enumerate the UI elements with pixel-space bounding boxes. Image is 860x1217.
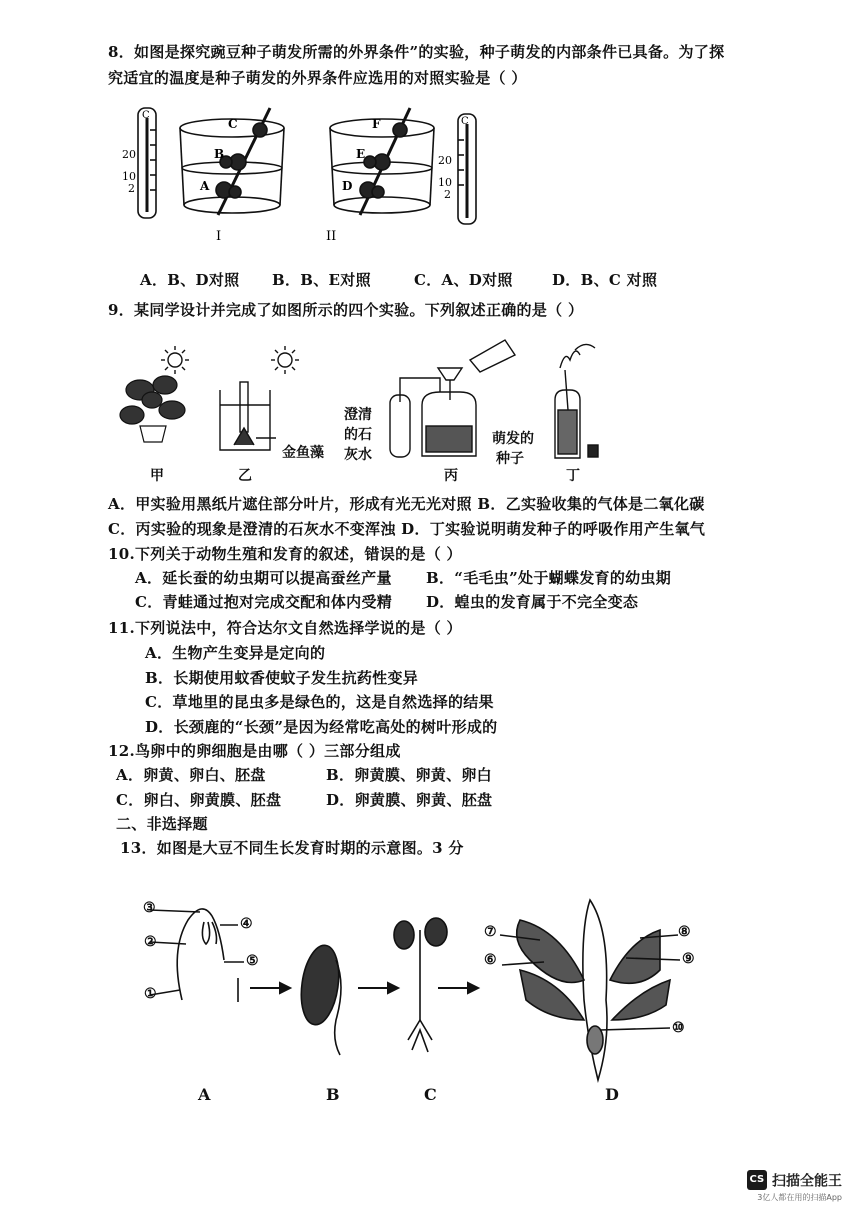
stage-label-A: A xyxy=(198,1085,211,1104)
marker-3: ③ xyxy=(143,900,156,916)
marker-2: ② xyxy=(144,934,157,950)
marker-6: ⑥ xyxy=(484,952,497,968)
q9-options-line2: C．丙实验的现象是澄清的石灰水不变浑浊 D．丁实验说明萌发种子的呼吸作用产生氧气 xyxy=(108,520,706,538)
thermo-left-tick-0: C xyxy=(142,110,150,121)
seed-label-E: E xyxy=(356,147,366,161)
stage-C-plant xyxy=(394,918,447,1052)
left-thermometer xyxy=(138,108,156,218)
stage-B-seed xyxy=(297,943,344,1055)
right-thermometer xyxy=(458,114,476,224)
q13-stem: 13．如图是大豆不同生长发育时期的示意图。3 分 xyxy=(120,839,464,857)
thermo-left-tick-2: 10 xyxy=(122,170,136,183)
q10-option-b: B．“毛毛虫”处于蝴蝶发育的幼虫期 xyxy=(426,569,672,587)
seed-label-F: F xyxy=(372,117,381,131)
q11-option-b: B．长期使用蚊香使蚊子发生抗药性变异 xyxy=(145,669,419,687)
germinating-label-1: 萌发的 xyxy=(492,431,534,447)
sun-icon-2 xyxy=(271,346,299,374)
stage-label-D: D xyxy=(605,1085,619,1104)
stage-label-B: B xyxy=(326,1085,340,1104)
thermo-right-tick-1: 20 xyxy=(438,154,452,167)
q12-option-d: D．卵黄膜、卵黄、胚盘 xyxy=(326,791,493,809)
marker-4: ④ xyxy=(240,916,253,932)
marker-5: ⑤ xyxy=(246,953,259,969)
q12-option-b: B．卵黄膜、卵黄、卵白 xyxy=(326,766,492,784)
limewater-label-2: 的石 xyxy=(344,427,372,443)
q13-figure xyxy=(140,890,720,1090)
q8-option-c: C．A、D对照 xyxy=(414,271,513,289)
stage-A-seedling xyxy=(150,909,244,1002)
section-heading: 二、非选择题 xyxy=(116,815,208,833)
q10-option-c: C．青蛙通过抱对完成交配和体内受精 xyxy=(135,593,393,611)
q11-option-c: C．草地里的昆虫多是绿色的，这是自然选择的结果 xyxy=(145,693,494,711)
thermo-left-tick-1: 20 xyxy=(122,148,136,161)
q8-option-b: B．B、E对照 xyxy=(272,271,371,289)
arrow-icon-3 xyxy=(438,983,478,993)
germinating-label-2: 种子 xyxy=(496,451,524,467)
seed-label-A: A xyxy=(200,179,210,193)
thermo-right-tick-3: 2 xyxy=(444,188,451,201)
q8-option-d: D．B、C 对照 xyxy=(552,271,658,289)
q11-option-d: D．长颈鹿的“长颈”是因为经常吃高处的树叶形成的 xyxy=(145,718,498,736)
q11-stem: 11.下列说法中，符合达尔文自然选择学说的是（ ） xyxy=(108,619,462,637)
arrow-icon xyxy=(250,983,290,993)
fig-label-bing: 丙 xyxy=(444,468,458,484)
limewater-label-1: 澄清 xyxy=(344,407,372,423)
q10-option-a: A．延长蚕的幼虫期可以提高蚕丝产量 xyxy=(135,569,392,587)
seed-label-D: D xyxy=(342,179,353,193)
arrow-icon-2 xyxy=(358,983,398,993)
q12-option-a: A．卵黄、卵白、胚盘 xyxy=(116,766,266,784)
q9-options-line1: A．甲实验用黑纸片遮住部分叶片，形成有光无光对照 B．乙实验收集的气体是二氧化碳 xyxy=(108,495,705,513)
scanner-name: 扫描全能王 xyxy=(772,1173,842,1189)
thermo-right-tick-0: C xyxy=(461,116,469,127)
marker-7: ⑦ xyxy=(484,924,497,940)
q8-stem-line1: 8．如图是探究豌豆种子萌发所需的外界条件”的实验，种子萌发的内部条件已具备。为了探 xyxy=(108,43,725,61)
fig-label-jia: 甲 xyxy=(150,468,164,484)
beaker-II-label: II xyxy=(326,229,337,244)
q10-option-d: D．蝗虫的发育属于不完全变态 xyxy=(426,593,639,611)
fig-label-yi: 乙 xyxy=(238,468,252,484)
fig-label-ding: 丁 xyxy=(566,468,580,484)
scanner-logo-icon: CS xyxy=(747,1170,767,1190)
q12-option-c: C．卵白、卵黄膜、胚盘 xyxy=(116,791,282,809)
stage-label-C: C xyxy=(424,1085,437,1104)
marker-8: ⑧ xyxy=(678,924,691,940)
beaker-I-label: I xyxy=(216,229,222,244)
water-beaker xyxy=(220,382,276,450)
potted-plant xyxy=(120,376,185,442)
stage-D-flower xyxy=(500,900,680,1080)
sun-icon xyxy=(161,346,189,374)
q12-stem: 12.鸟卵中的卵细胞是由哪（ ）三部分组成 xyxy=(108,742,401,760)
q8-figure xyxy=(120,100,500,250)
q10-stem: 10.下列关于动物生殖和发育的叙述，错误的是（ ） xyxy=(108,545,462,563)
marker-10: ⑩ xyxy=(672,1020,685,1036)
scanner-slogan: 3亿人都在用的扫描App xyxy=(757,1193,842,1202)
limewater-label-3: 灰水 xyxy=(344,447,372,463)
goldfish-weed-label: 金鱼藻 xyxy=(282,445,324,461)
beaker-II xyxy=(330,108,434,215)
scanner-watermark xyxy=(747,1170,842,1204)
marker-9: ⑨ xyxy=(682,951,695,967)
q11-option-a: A．生物产生变异是定向的 xyxy=(145,644,326,662)
q9-stem: 9．某同学设计并完成了如图所示的四个实验。下列叙述正确的是（ ） xyxy=(108,301,584,319)
q8-option-a: A．B、D对照 xyxy=(140,271,240,289)
thermo-right-tick-2: 10 xyxy=(438,176,452,189)
seed-label-B: B xyxy=(214,147,225,161)
marker-1: ① xyxy=(144,986,157,1002)
seed-bottle xyxy=(555,344,598,458)
thermo-left-tick-3: 2 xyxy=(128,182,135,195)
q8-stem-line2: 究适宜的温度是种子萌发的外界条件应选用的对照实验是（ ） xyxy=(108,69,527,87)
seed-label-C: C xyxy=(228,117,238,131)
